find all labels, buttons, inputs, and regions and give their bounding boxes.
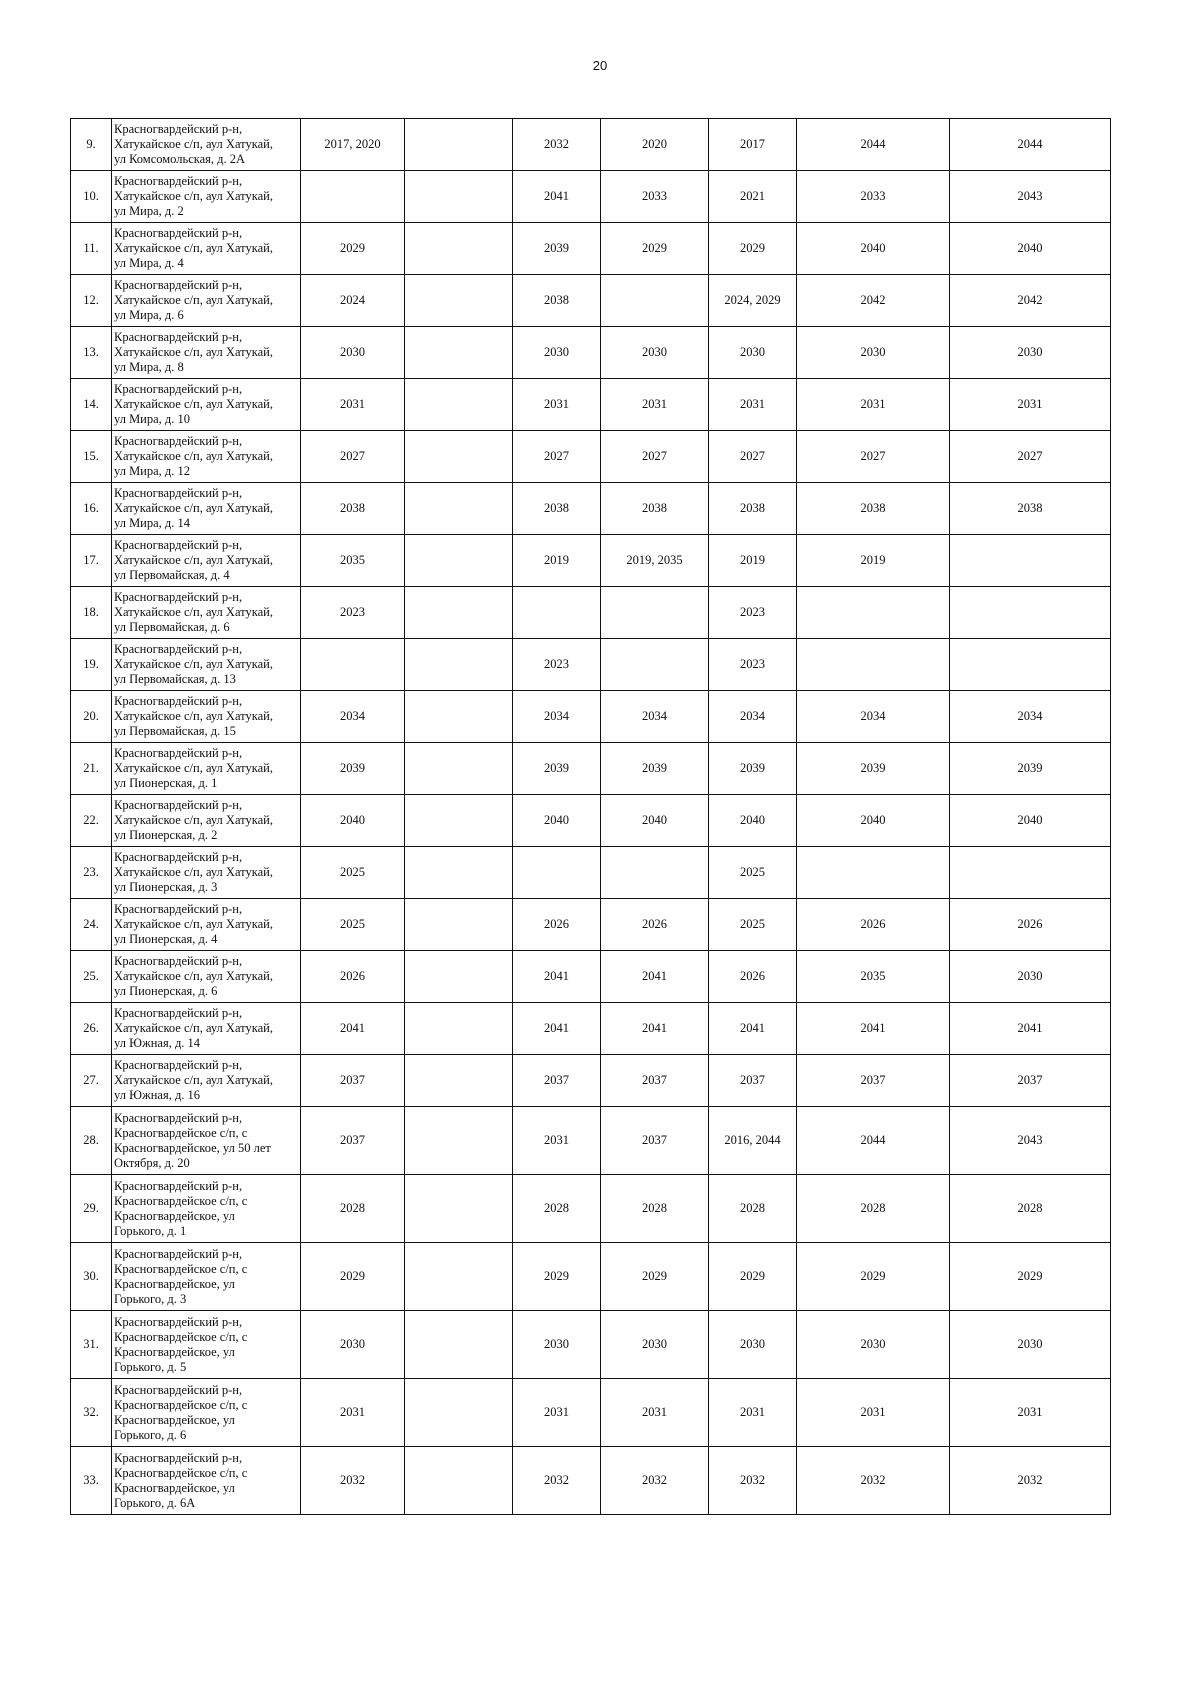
value-cell-5: 2030 xyxy=(709,327,797,379)
row-number: 33. xyxy=(71,1447,112,1515)
row-number: 9. xyxy=(71,119,112,171)
address-cell: Красногвардейский р-н, Хатукайское с/п, аул Хатукай, ул Пионерская, д. 6 xyxy=(112,951,301,1003)
address-cell: Красногвардейский р-н, Хатукайское с/п, аул Хатукай, ул Южная, д. 16 xyxy=(112,1055,301,1107)
table-row xyxy=(71,535,1111,587)
value-cell-1: 2032 xyxy=(301,1447,405,1515)
value-cell-2 xyxy=(405,1447,513,1515)
value-cell-7: 2027 xyxy=(950,431,1111,483)
table-row xyxy=(71,847,1111,899)
table-row xyxy=(71,587,1111,639)
value-cell-1: 2030 xyxy=(301,1311,405,1379)
value-cell-5: 2031 xyxy=(709,379,797,431)
value-cell-5: 2023 xyxy=(709,639,797,691)
value-cell-5: 2021 xyxy=(709,171,797,223)
value-cell-6: 2031 xyxy=(797,379,950,431)
value-cell-3: 2041 xyxy=(513,1003,601,1055)
value-cell-1: 2025 xyxy=(301,899,405,951)
value-cell-4: 2031 xyxy=(601,1379,709,1447)
value-cell-2 xyxy=(405,1055,513,1107)
address-cell: Красногвардейский р-н, Красногвардейское с/п, с Красногвардейское, ул Горького, д. 5 xyxy=(112,1311,301,1379)
address-cell: Красногвардейский р-н, Хатукайское с/п, аул Хатукай, ул Мира, д. 2 xyxy=(112,171,301,223)
row-number: 13. xyxy=(71,327,112,379)
table-row xyxy=(71,899,1111,951)
row-number: 15. xyxy=(71,431,112,483)
row-number: 10. xyxy=(71,171,112,223)
value-cell-5: 2028 xyxy=(709,1175,797,1243)
value-cell-3: 2041 xyxy=(513,951,601,1003)
value-cell-4: 2020 xyxy=(601,119,709,171)
value-cell-4: 2033 xyxy=(601,171,709,223)
table-row xyxy=(71,1003,1111,1055)
value-cell-7: 2034 xyxy=(950,691,1111,743)
value-cell-6: 2031 xyxy=(797,1379,950,1447)
value-cell-1: 2028 xyxy=(301,1175,405,1243)
value-cell-6: 2038 xyxy=(797,483,950,535)
row-number: 16. xyxy=(71,483,112,535)
value-cell-5: 2040 xyxy=(709,795,797,847)
row-number: 25. xyxy=(71,951,112,1003)
value-cell-5: 2023 xyxy=(709,587,797,639)
address-cell: Красногвардейский р-н, Красногвардейское с/п, с Красногвардейское, ул Горького, д. 6А xyxy=(112,1447,301,1515)
value-cell-5: 2038 xyxy=(709,483,797,535)
value-cell-1: 2037 xyxy=(301,1107,405,1175)
value-cell-6: 2037 xyxy=(797,1055,950,1107)
address-cell: Красногвардейский р-н, Красногвардейское с/п, с Красногвардейское, ул Горького, д. 6 xyxy=(112,1379,301,1447)
row-number: 14. xyxy=(71,379,112,431)
value-cell-3: 2028 xyxy=(513,1175,601,1243)
value-cell-7: 2030 xyxy=(950,1311,1111,1379)
value-cell-6: 2041 xyxy=(797,1003,950,1055)
value-cell-4: 2029 xyxy=(601,223,709,275)
value-cell-7: 2040 xyxy=(950,223,1111,275)
value-cell-3: 2038 xyxy=(513,483,601,535)
address-cell: Красногвардейский р-н, Хатукайское с/п, аул Хатукай, ул Первомайская, д. 4 xyxy=(112,535,301,587)
value-cell-7: 2030 xyxy=(950,327,1111,379)
value-cell-7: 2043 xyxy=(950,171,1111,223)
value-cell-5: 2024, 2029 xyxy=(709,275,797,327)
row-number: 19. xyxy=(71,639,112,691)
value-cell-2 xyxy=(405,1107,513,1175)
table-row xyxy=(71,1107,1111,1175)
value-cell-3: 2038 xyxy=(513,275,601,327)
value-cell-7: 2038 xyxy=(950,483,1111,535)
table-row xyxy=(71,1379,1111,1447)
value-cell-6: 2027 xyxy=(797,431,950,483)
row-number: 28. xyxy=(71,1107,112,1175)
address-cell: Красногвардейский р-н, Хатукайское с/п, аул Хатукай, ул Пионерская, д. 2 xyxy=(112,795,301,847)
value-cell-4 xyxy=(601,847,709,899)
value-cell-5: 2017 xyxy=(709,119,797,171)
value-cell-6: 2030 xyxy=(797,1311,950,1379)
table-row xyxy=(71,1311,1111,1379)
value-cell-6: 2030 xyxy=(797,327,950,379)
value-cell-1: 2037 xyxy=(301,1055,405,1107)
value-cell-7: 2032 xyxy=(950,1447,1111,1515)
value-cell-4: 2039 xyxy=(601,743,709,795)
value-cell-3: 2030 xyxy=(513,1311,601,1379)
address-cell: Красногвардейский р-н, Хатукайское с/п, аул Хатукай, ул Мира, д. 4 xyxy=(112,223,301,275)
value-cell-4 xyxy=(601,275,709,327)
table-row xyxy=(71,743,1111,795)
value-cell-4: 2029 xyxy=(601,1243,709,1311)
value-cell-6 xyxy=(797,587,950,639)
value-cell-6: 2040 xyxy=(797,223,950,275)
value-cell-1: 2035 xyxy=(301,535,405,587)
value-cell-7: 2028 xyxy=(950,1175,1111,1243)
value-cell-4: 2037 xyxy=(601,1055,709,1107)
row-number: 12. xyxy=(71,275,112,327)
value-cell-7: 2039 xyxy=(950,743,1111,795)
value-cell-1: 2029 xyxy=(301,1243,405,1311)
value-cell-7 xyxy=(950,847,1111,899)
value-cell-7 xyxy=(950,587,1111,639)
address-cell: Красногвардейский р-н, Хатукайское с/п, аул Хатукай, ул Мира, д. 12 xyxy=(112,431,301,483)
value-cell-2 xyxy=(405,379,513,431)
row-number: 29. xyxy=(71,1175,112,1243)
row-number: 20. xyxy=(71,691,112,743)
value-cell-3: 2030 xyxy=(513,327,601,379)
value-cell-1 xyxy=(301,639,405,691)
table-row xyxy=(71,639,1111,691)
value-cell-6: 2028 xyxy=(797,1175,950,1243)
row-number: 27. xyxy=(71,1055,112,1107)
value-cell-2 xyxy=(405,171,513,223)
value-cell-3: 2019 xyxy=(513,535,601,587)
value-cell-4: 2019, 2035 xyxy=(601,535,709,587)
row-number: 24. xyxy=(71,899,112,951)
row-number: 17. xyxy=(71,535,112,587)
value-cell-3 xyxy=(513,587,601,639)
value-cell-2 xyxy=(405,587,513,639)
value-cell-7: 2030 xyxy=(950,951,1111,1003)
value-cell-7: 2026 xyxy=(950,899,1111,951)
address-cell: Красногвардейский р-н, Хатукайское с/п, аул Хатукай, ул Первомайская, д. 13 xyxy=(112,639,301,691)
value-cell-1: 2024 xyxy=(301,275,405,327)
value-cell-6 xyxy=(797,847,950,899)
value-cell-5: 2029 xyxy=(709,223,797,275)
value-cell-6: 2044 xyxy=(797,119,950,171)
address-cell: Красногвардейский р-н, Хатукайское с/п, аул Хатукай, ул Пионерская, д. 4 xyxy=(112,899,301,951)
value-cell-3: 2027 xyxy=(513,431,601,483)
value-cell-5: 2026 xyxy=(709,951,797,1003)
table-row xyxy=(71,1055,1111,1107)
value-cell-4: 2034 xyxy=(601,691,709,743)
value-cell-1: 2030 xyxy=(301,327,405,379)
value-cell-7: 2042 xyxy=(950,275,1111,327)
value-cell-1: 2034 xyxy=(301,691,405,743)
value-cell-1 xyxy=(301,171,405,223)
value-cell-6: 2035 xyxy=(797,951,950,1003)
value-cell-5: 2041 xyxy=(709,1003,797,1055)
address-cell: Красногвардейский р-н, Хатукайское с/п, аул Хатукай, ул Первомайская, д. 15 xyxy=(112,691,301,743)
value-cell-4 xyxy=(601,587,709,639)
value-cell-3 xyxy=(513,847,601,899)
value-cell-5: 2016, 2044 xyxy=(709,1107,797,1175)
schedule-table xyxy=(70,118,1111,1515)
address-cell: Красногвардейский р-н, Хатукайское с/п, аул Хатукай, ул Мира, д. 6 xyxy=(112,275,301,327)
value-cell-3: 2031 xyxy=(513,379,601,431)
value-cell-5: 2039 xyxy=(709,743,797,795)
value-cell-5: 2029 xyxy=(709,1243,797,1311)
value-cell-3: 2032 xyxy=(513,119,601,171)
value-cell-1: 2040 xyxy=(301,795,405,847)
address-cell: Красногвардейский р-н, Хатукайское с/п, аул Хатукай, ул Мира, д. 14 xyxy=(112,483,301,535)
value-cell-1: 2039 xyxy=(301,743,405,795)
value-cell-6: 2039 xyxy=(797,743,950,795)
value-cell-2 xyxy=(405,431,513,483)
value-cell-6: 2034 xyxy=(797,691,950,743)
table-body xyxy=(71,119,1111,1515)
value-cell-6: 2040 xyxy=(797,795,950,847)
value-cell-3: 2023 xyxy=(513,639,601,691)
row-number: 18. xyxy=(71,587,112,639)
value-cell-3: 2031 xyxy=(513,1107,601,1175)
value-cell-1: 2031 xyxy=(301,379,405,431)
value-cell-1: 2029 xyxy=(301,223,405,275)
table-row xyxy=(71,483,1111,535)
value-cell-3: 2041 xyxy=(513,171,601,223)
address-cell: Красногвардейский р-н, Хатукайское с/п, аул Хатукай, ул Южная, д. 14 xyxy=(112,1003,301,1055)
value-cell-5: 2025 xyxy=(709,847,797,899)
value-cell-4: 2028 xyxy=(601,1175,709,1243)
value-cell-4: 2027 xyxy=(601,431,709,483)
value-cell-7 xyxy=(950,535,1111,587)
value-cell-4: 2037 xyxy=(601,1107,709,1175)
value-cell-6: 2029 xyxy=(797,1243,950,1311)
value-cell-2 xyxy=(405,483,513,535)
value-cell-5: 2034 xyxy=(709,691,797,743)
value-cell-2 xyxy=(405,535,513,587)
value-cell-7: 2044 xyxy=(950,119,1111,171)
table-row xyxy=(71,119,1111,171)
address-cell: Красногвардейский р-н, Хатукайское с/п, аул Хатукай, ул Мира, д. 10 xyxy=(112,379,301,431)
value-cell-2 xyxy=(405,639,513,691)
address-cell: Красногвардейский р-н, Хатукайское с/п, аул Хатукай, ул Пионерская, д. 1 xyxy=(112,743,301,795)
value-cell-6: 2033 xyxy=(797,171,950,223)
table-row xyxy=(71,327,1111,379)
value-cell-4: 2030 xyxy=(601,1311,709,1379)
value-cell-2 xyxy=(405,1175,513,1243)
value-cell-4: 2032 xyxy=(601,1447,709,1515)
value-cell-3: 2029 xyxy=(513,1243,601,1311)
value-cell-4: 2030 xyxy=(601,327,709,379)
value-cell-6 xyxy=(797,639,950,691)
address-cell: Красногвардейский р-н, Хатукайское с/п, аул Хатукай, ул Первомайская, д. 6 xyxy=(112,587,301,639)
value-cell-5: 2030 xyxy=(709,1311,797,1379)
table-row xyxy=(71,691,1111,743)
value-cell-6: 2026 xyxy=(797,899,950,951)
value-cell-2 xyxy=(405,795,513,847)
value-cell-1: 2026 xyxy=(301,951,405,1003)
address-cell: Красногвардейский р-н, Красногвардейское с/п, с Красногвардейское, ул 50 лет Октября, д. 20 xyxy=(112,1107,301,1175)
row-number: 30. xyxy=(71,1243,112,1311)
value-cell-2 xyxy=(405,899,513,951)
value-cell-7: 2031 xyxy=(950,379,1111,431)
value-cell-7: 2041 xyxy=(950,1003,1111,1055)
value-cell-7: 2031 xyxy=(950,1379,1111,1447)
value-cell-3: 2040 xyxy=(513,795,601,847)
value-cell-1: 2041 xyxy=(301,1003,405,1055)
table-row xyxy=(71,1243,1111,1311)
value-cell-2 xyxy=(405,1243,513,1311)
address-cell: Красногвардейский р-н, Хатукайское с/п, аул Хатукай, ул Комсомольская, д. 2А xyxy=(112,119,301,171)
value-cell-4: 2026 xyxy=(601,899,709,951)
value-cell-5: 2031 xyxy=(709,1379,797,1447)
value-cell-3: 2034 xyxy=(513,691,601,743)
value-cell-7: 2043 xyxy=(950,1107,1111,1175)
address-cell: Красногвардейский р-н, Хатукайское с/п, аул Хатукай, ул Пионерская, д. 3 xyxy=(112,847,301,899)
value-cell-2 xyxy=(405,691,513,743)
value-cell-4: 2041 xyxy=(601,951,709,1003)
value-cell-7: 2037 xyxy=(950,1055,1111,1107)
value-cell-2 xyxy=(405,223,513,275)
value-cell-1: 2027 xyxy=(301,431,405,483)
value-cell-7: 2040 xyxy=(950,795,1111,847)
value-cell-4: 2041 xyxy=(601,1003,709,1055)
table-row xyxy=(71,171,1111,223)
value-cell-1: 2038 xyxy=(301,483,405,535)
value-cell-4: 2038 xyxy=(601,483,709,535)
row-number: 31. xyxy=(71,1311,112,1379)
value-cell-4: 2031 xyxy=(601,379,709,431)
value-cell-5: 2019 xyxy=(709,535,797,587)
table-row xyxy=(71,275,1111,327)
value-cell-2 xyxy=(405,1379,513,1447)
value-cell-3: 2032 xyxy=(513,1447,601,1515)
value-cell-6: 2042 xyxy=(797,275,950,327)
value-cell-2 xyxy=(405,951,513,1003)
value-cell-1: 2017, 2020 xyxy=(301,119,405,171)
value-cell-5: 2025 xyxy=(709,899,797,951)
value-cell-2 xyxy=(405,847,513,899)
table-row xyxy=(71,795,1111,847)
value-cell-2 xyxy=(405,327,513,379)
value-cell-6: 2019 xyxy=(797,535,950,587)
address-cell: Красногвардейский р-н, Красногвардейское с/п, с Красногвардейское, ул Горького, д. 1 xyxy=(112,1175,301,1243)
value-cell-2 xyxy=(405,743,513,795)
address-cell: Красногвардейский р-н, Красногвардейское с/п, с Красногвардейское, ул Горького, д. 3 xyxy=(112,1243,301,1311)
value-cell-2 xyxy=(405,275,513,327)
value-cell-3: 2026 xyxy=(513,899,601,951)
value-cell-3: 2031 xyxy=(513,1379,601,1447)
value-cell-6: 2032 xyxy=(797,1447,950,1515)
value-cell-3: 2039 xyxy=(513,743,601,795)
address-cell: Красногвардейский р-н, Хатукайское с/п, аул Хатукай, ул Мира, д. 8 xyxy=(112,327,301,379)
page-number: 20 xyxy=(592,58,608,73)
value-cell-4: 2040 xyxy=(601,795,709,847)
table-row xyxy=(71,1175,1111,1243)
value-cell-1: 2025 xyxy=(301,847,405,899)
value-cell-5: 2032 xyxy=(709,1447,797,1515)
row-number: 26. xyxy=(71,1003,112,1055)
row-number: 32. xyxy=(71,1379,112,1447)
value-cell-5: 2027 xyxy=(709,431,797,483)
value-cell-6: 2044 xyxy=(797,1107,950,1175)
table-row xyxy=(71,379,1111,431)
value-cell-3: 2037 xyxy=(513,1055,601,1107)
table-row xyxy=(71,1447,1111,1515)
row-number: 22. xyxy=(71,795,112,847)
value-cell-7: 2029 xyxy=(950,1243,1111,1311)
row-number: 21. xyxy=(71,743,112,795)
value-cell-7 xyxy=(950,639,1111,691)
table-row xyxy=(71,951,1111,1003)
value-cell-3: 2039 xyxy=(513,223,601,275)
table-row xyxy=(71,223,1111,275)
value-cell-2 xyxy=(405,1003,513,1055)
row-number: 11. xyxy=(71,223,112,275)
value-cell-2 xyxy=(405,119,513,171)
value-cell-1: 2023 xyxy=(301,587,405,639)
value-cell-2 xyxy=(405,1311,513,1379)
row-number: 23. xyxy=(71,847,112,899)
value-cell-5: 2037 xyxy=(709,1055,797,1107)
table-row xyxy=(71,431,1111,483)
value-cell-1: 2031 xyxy=(301,1379,405,1447)
value-cell-4 xyxy=(601,639,709,691)
